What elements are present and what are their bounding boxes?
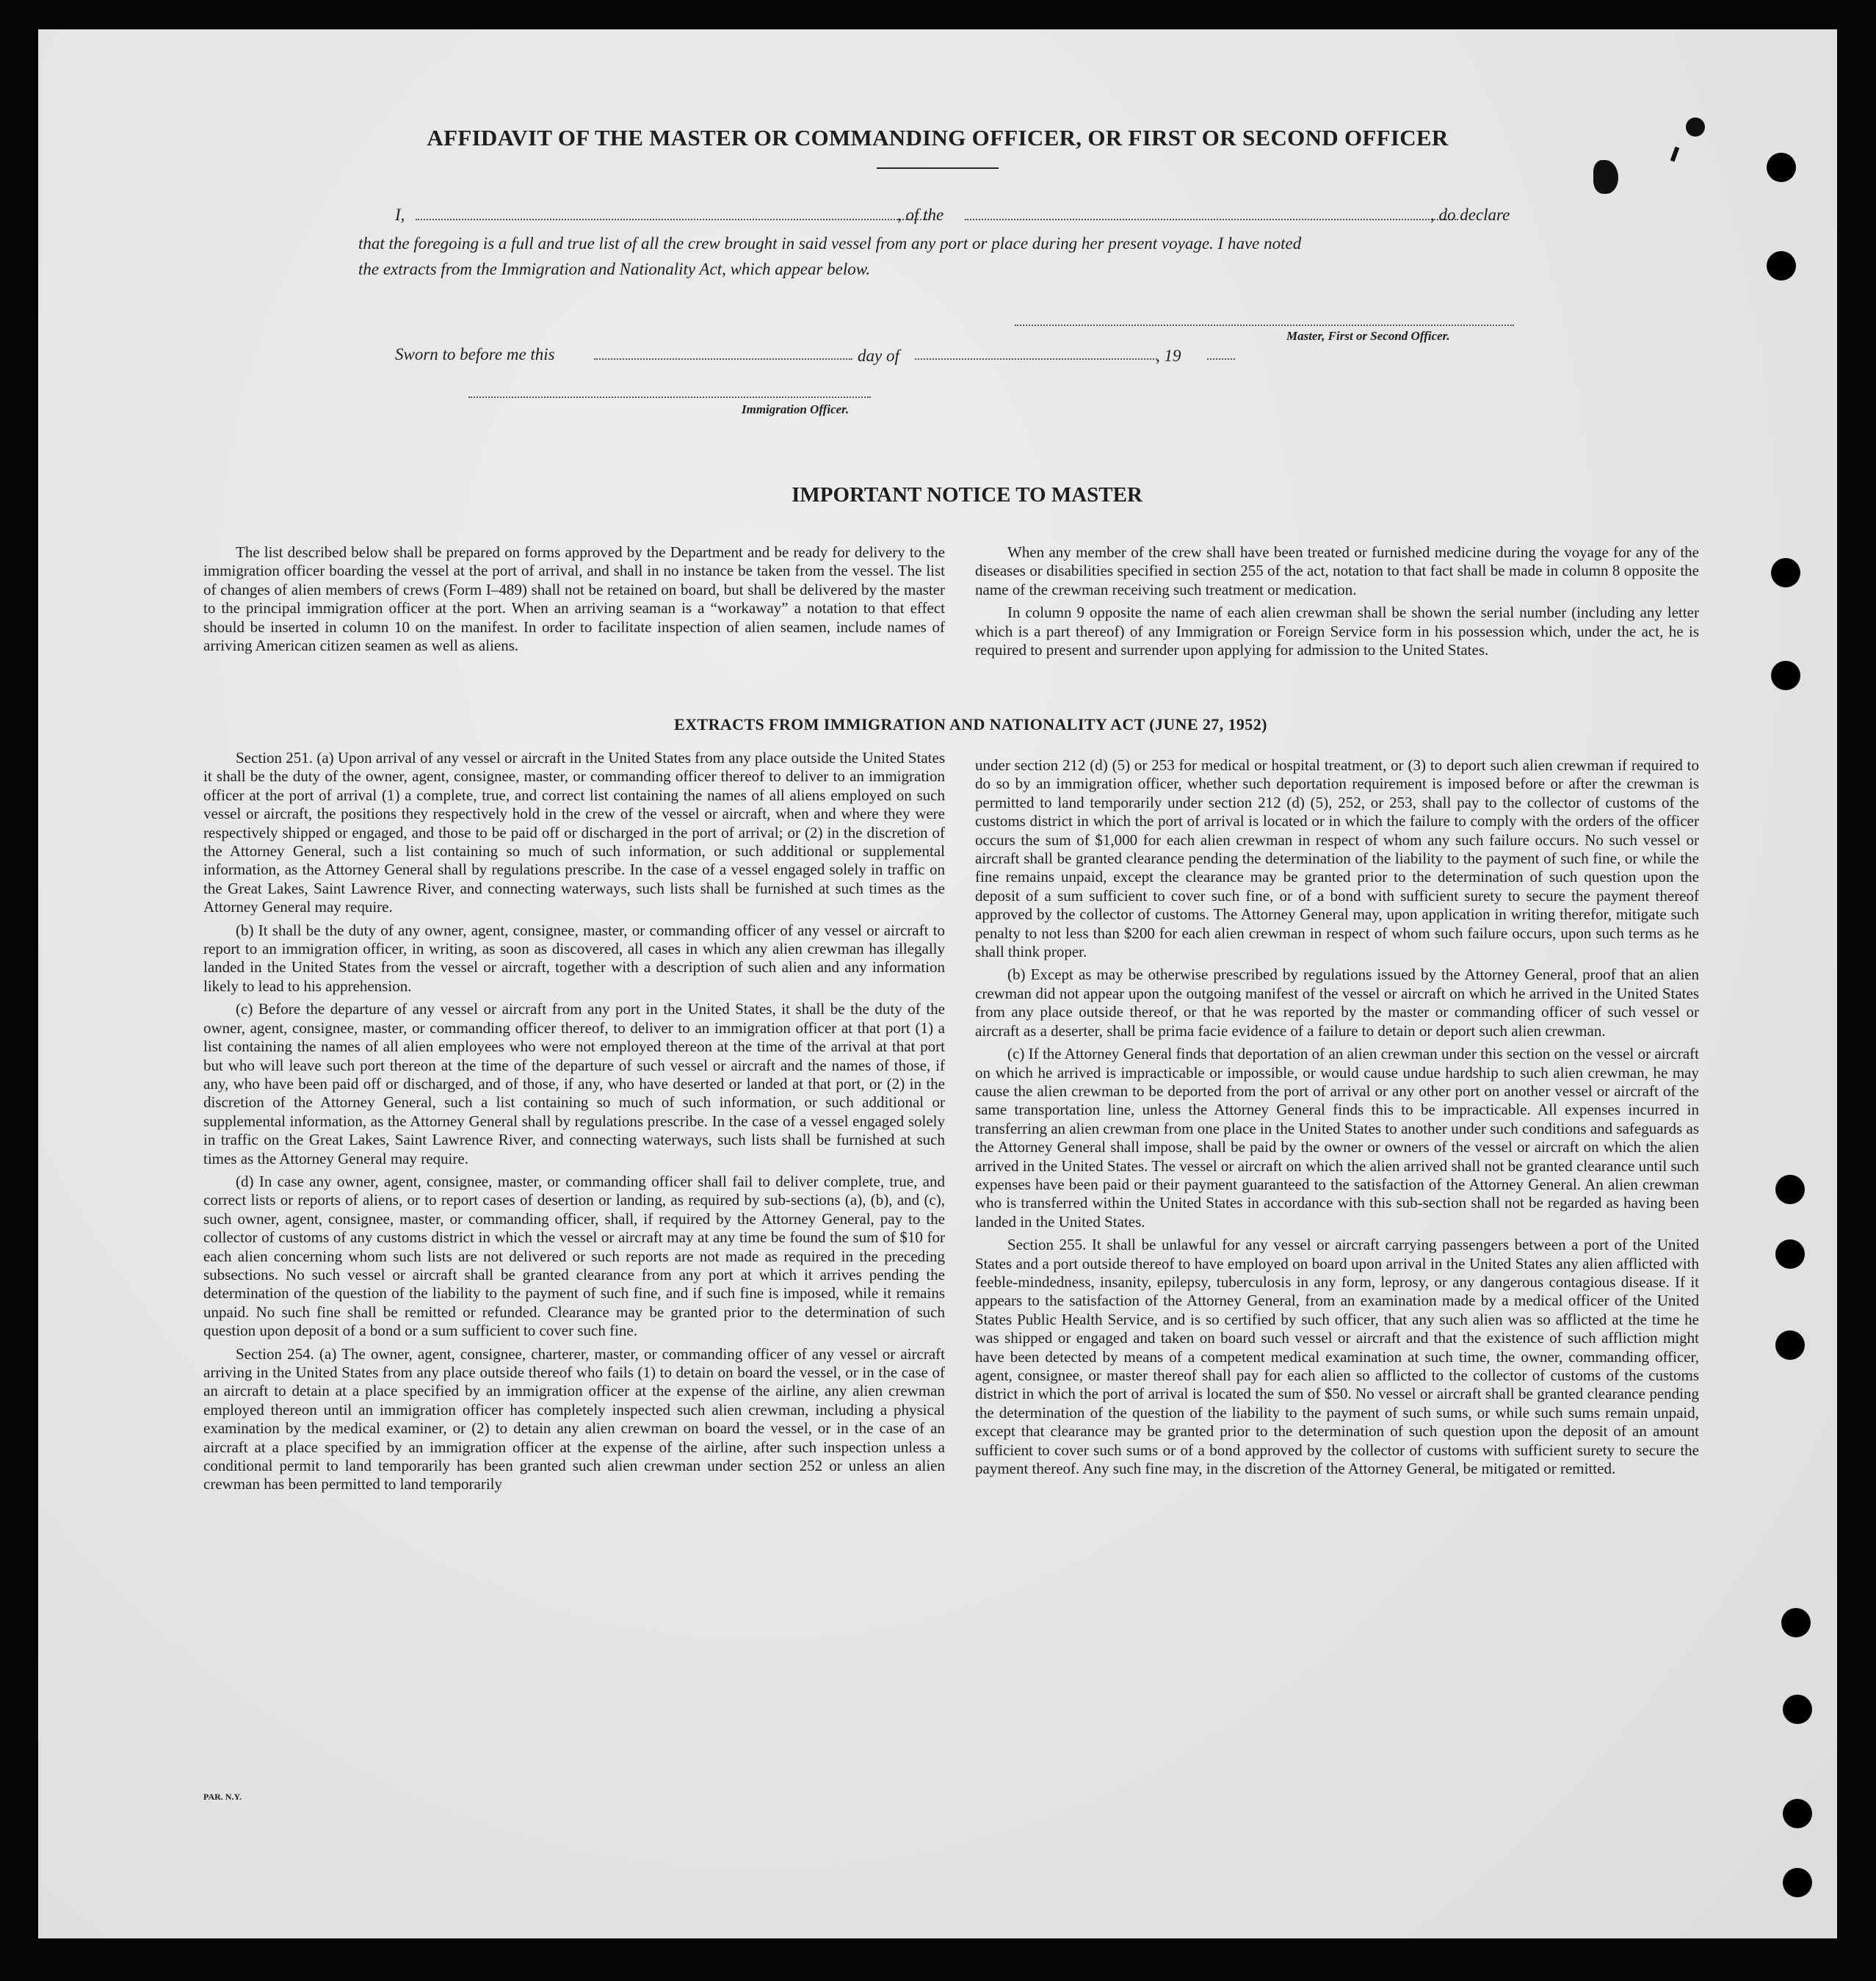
ink-mark xyxy=(1670,147,1679,162)
ink-blot xyxy=(1686,117,1705,137)
ink-blot xyxy=(1593,160,1618,194)
section-254-a-continued: under section 212 (d) (5) or 253 for medical or hospital treatment, or (3) to deport such alien crewman if required to do so by an immigration officer, whether such deportation requirement is imposed before or after the crewman is permitted to land temporarily under section 212 (d) (5), 252, or 253, shall pay to the collector of customs of the customs district in which the port of arrival is located or in which the failure to comply with the orders of the officer occurs the sum of $1,000 for each alien crewman in respect of whom any such failure occurs. No such vessel or aircraft shall be granted clearance pending the determination of the liability to the payment of such fine, or while the fine remains unpaid, except the clearance may be granted prior to the determination of such question upon the deposit of a sum sufficient to cover such fine, or of a bond with sufficient surety to secure the payment thereof approved by the collector of customs. The Attorney General may, upon application in writing therefor, mitigate such penalty to not less than $200 for each alien crewman in respect of whom such failure occurs, upon such terms as he shall think proper. xyxy=(975,756,1699,961)
of-the-label: , of the xyxy=(897,206,944,224)
sworn-year-field[interactable] xyxy=(1207,358,1235,360)
section-251-d: (d) In case any owner, agent, consignee, master, or commanding officer shall fail to deliver complete, true, and correct lists or reports of aliens, or to report cases of desertion or landing, as required by sub-sections (a), (b), and (c), such owner, agent, consignee, master, or commanding officer, shall, if required by the Attorney General, pay to the collector of customs of any customs district in which the vessel or aircraft may at any time be found the sum of $10 for each alien concerning whom such lists are not delivered or such reports are not made as required in the preceding subsections. No such vessel or aircraft shall be granted clearance from any port at which it arrives pending the determination of the question of the liability to the payment of such fine, and if such fine is imposed, while it remains unpaid. No such fine shall be remitted or refunded. Clearance may be granted prior to the determination of such question upon deposit of a bond or a sum sufficient to cover such fine. xyxy=(203,1172,945,1340)
section-254-b: (b) Except as may be otherwise prescribed by regulations issued by the Attorney General, proof that an alien crewman did not appear upon the outgoing manifest of the vessel or aircraft on which he arrived in the United States from any place outside thereof, or that he was reported by the master or commanding officer of such vessel or aircraft as a deserter, shall be prima facie evidence of a failure to detain or deport such alien crewman. xyxy=(975,966,1699,1040)
year-label: , 19 xyxy=(1156,347,1181,365)
notice-heading: IMPORTANT NOTICE TO MASTER xyxy=(792,483,1142,507)
punch-hole xyxy=(1767,251,1796,280)
extracts-right-column xyxy=(975,756,1699,1478)
punch-hole xyxy=(1781,1608,1811,1637)
punch-hole xyxy=(1771,558,1800,587)
punch-hole xyxy=(1771,661,1800,690)
punch-hole xyxy=(1783,1695,1812,1724)
section-254-c: (c) If the Attorney General finds that deportation of an alien crewman under this section on the vessel or aircraft on which he arrived is impracticable or impossible, or would cause undue hardship to such alien crewman, he may cause the alien crewman to be deported from the port of arrival or any other port on another vessel or aircraft of the same transportation line, unless the Attorney General finds this to be impracticable. All expenses incurred in transferring an alien crewman from one place in the United States to another under such conditions and safeguards as the Attorney General shall impose, shall be paid by the owner or owners of the vessel or aircraft on which the alien arrived in the United States. The vessel or aircraft on which the alien arrived shall not be granted clearance until such expenses have been paid or their payment guaranteed to the satisfaction of the Attorney General. An alien crewman who is transferred within the United States in accordance with this sub-section shall not be regarded as having been landed in the United States. xyxy=(975,1045,1699,1231)
punch-hole xyxy=(1775,1239,1805,1269)
printer-mark: PAR. N.Y. xyxy=(203,1792,242,1802)
punch-hole xyxy=(1775,1175,1805,1204)
notice-left-paragraph: The list described below shall be prepared on forms approved by the Department and be ready for delivery to the immigration officer boarding the vessel at the port of arrival, and shall in no instance be taken from the vessel. The list of changes of alien members of crews (Form I–489) shall not be retained on board, but shall be delivered by the master to the principal immigration officer at the port. When an arriving seaman is a “workaway” a notation to that effect should be inserted in column 10 on the manifest. In order to facilitate inspection of alien seamen, include names of arriving American citizen seamen as well as aliens. xyxy=(203,543,945,655)
declare-i-label: I, xyxy=(395,206,405,224)
sworn-label: Sworn to before me this xyxy=(395,345,555,363)
day-of-label: day of xyxy=(858,347,899,365)
punch-hole xyxy=(1775,1330,1805,1360)
extracts-left-column xyxy=(203,749,945,1494)
sworn-month-field[interactable] xyxy=(915,358,1157,360)
notice-right-paragraph-2: In column 9 opposite the name of each alien crewman shall be shown the serial number (including any letter which is a part thereof) of any Immigration or Foreign Service form in his possession which, under the act, he is required to present and surrender upon applying for admission to the United States. xyxy=(975,604,1699,659)
extracts-heading: EXTRACTS FROM IMMIGRATION AND NATIONALITY ACT (JUNE 27, 1952) xyxy=(674,715,1267,734)
immigration-officer-label: Immigration Officer. xyxy=(742,402,850,416)
section-251-b: (b) It shall be the duty of any owner, agent, consignee, master, or commanding officer of any vessel or aircraft to report to an immigration officer, in writing, as soon as discovered, all cases in which any alien crewman has illegally landed in the United States from the vessel or aircraft, together with a description of such alien and any information likely to lead to his apprehension. xyxy=(203,921,945,995)
section-255: Section 255. It shall be unlawful for any vessel or aircraft carrying passengers between a port of the United States and a port outside thereof to have employed on board upon arrival in the United States any alien afflicted with feeble-mindedness, insanity, epilepsy, tuberculosis in any form, leprosy, or any dangerous contagious disease. If it appears to the satisfaction of the Attorney General, from an examination made by a medical officer of the United States Public Health Service, and is so certified by such officer, that any such alien was so afflicted at the time he was shipped or engaged and taken on board such vessel or aircraft and that the existence of such affliction might have been detected by means of a competent medical examination at such time, the owner, commanding officer, agent, consignee, or master thereof shall pay for each alien so afflicted to the collector of customs of the customs district in which the port of arrival is located the sum of $50. No vessel or aircraft shall be granted clearance pending the determination of the question of the liability to the payment of such sums, or while such sums remain unpaid, except that clearance may be granted prior to the determination of such question upon the deposit of an amount sufficient to cover such sums or of a bond approved by the collector of customs with sufficient surety to secure the payment thereof. Any such fine may, in the discretion of the Attorney General, be mitigated or remitted. xyxy=(975,1236,1699,1478)
title-underline xyxy=(877,167,999,169)
punch-hole xyxy=(1783,1868,1812,1897)
master-signature-label: Master, First or Second Officer. xyxy=(1286,329,1450,343)
notice-left-column xyxy=(203,543,945,655)
document-page xyxy=(38,29,1837,1938)
sworn-day-field[interactable] xyxy=(594,358,852,360)
punch-hole xyxy=(1783,1799,1812,1828)
notice-right-column xyxy=(975,543,1699,659)
do-declare-label: , do declare xyxy=(1430,206,1510,224)
section-251-c: (c) Before the departure of any vessel or aircraft from any port in the United States, it shall be the duty of the owner, agent, consignee, master, or commanding officer thereof, to deliver to an immigration officer at that port (1) a list containing the names of all alien employees who were not employed thereon at the time of the arrival at that port but who will leave such port thereon at the time of the departure of such vessel or aircraft and the names of those, if any, who have been paid off or discharged, and of those, if any, who have deserted or landed at that port, or (2) in the discretion of the Attorney General, such a list containing so much of such information, or such additional or supplemental information, as the Attorney General shall by regulations prescribe. In the case of a vessel engaged solely in traffic on the Great Lakes, Saint Lawrence River, and connecting waterways, such lists shall be furnished at such times as the Attorney General may require. xyxy=(203,1000,945,1167)
master-signature-field[interactable] xyxy=(1015,325,1514,326)
notice-right-paragraph-1: When any member of the crew shall have been treated or furnished medicine during the voyage for any of the diseases or disabilities specified in section 255 of the act, notation to that fact shall be made in column 8 opposite the name of the crewman receiving such treatment or medication. xyxy=(975,543,1699,598)
declarant-name-field[interactable] xyxy=(416,219,930,220)
declaration-line-2: that the foregoing is a full and true list of all the crew brought in said vessel from any port or place during her present voyage. I have noted xyxy=(358,234,1302,253)
declaration-line-3: the extracts from the Immigration and Nationality Act, which appear below. xyxy=(358,260,871,278)
section-251-a: Section 251. (a) Upon arrival of any vessel or aircraft in the United States from any place outside the United States it shall be the duty of the owner, agent, consignee, master, or commanding officer thereof to deliver to an immigration officer at the port of arrival (1) a complete, true, and correct list containing the names of all aliens employed on such vessel or aircraft, the positions they respectively hold in the crew of the vessel or aircraft, when and where they were respectively shipped or engaged, and those to be paid off or discharged in the port of arrival; or (2) in the discretion of the Attorney General, such a list containing so much of such information, or such additional or supplemental information, as the Attorney General shall by regulations prescribe. In the case of a vessel engaged solely in traffic on the Great Lakes, Saint Lawrence River, and connecting waterways, such lists shall be furnished at such times as the Attorney General may require. xyxy=(203,749,945,916)
section-254-a: Section 254. (a) The owner, agent, consignee, charterer, master, or commanding officer of any vessel or aircraft arriving in the United States from any place outside thereof who fails (1) to detain on board the vessel, or in the case of an aircraft to detain at a place specified by an immigration officer at the expense of the airline, any alien crewman employed thereon until an immigration officer has completely inspected such alien crewman, including a physical examination by the medical examiner, or (2) to detain any alien crewman on board the vessel, or in the case of an aircraft at a place specified by an immigration officer at the expense of the airline, after such inspection unless a conditional permit to land temporarily has been granted such alien crewman under section 252 or unless an alien crewman has been permitted to land temporarily xyxy=(203,1344,945,1493)
vessel-name-field[interactable] xyxy=(965,219,1458,220)
punch-hole xyxy=(1767,153,1796,182)
affidavit-title: AFFIDAVIT OF THE MASTER OR COMMANDING OFFICER, OR FIRST OR SECOND OFFICER xyxy=(427,125,1449,151)
immigration-officer-signature-field[interactable] xyxy=(468,396,871,398)
